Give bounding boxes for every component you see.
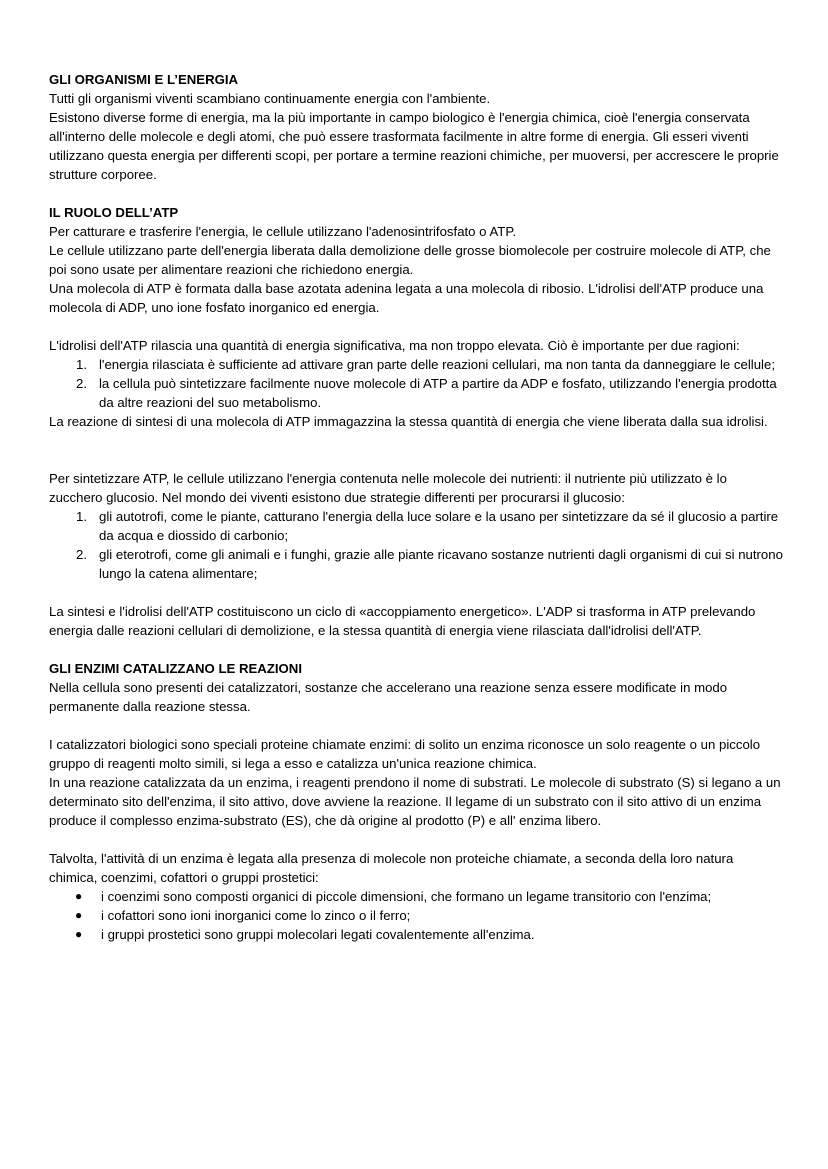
paragraph: L'idrolisi dell'ATP rilascia una quantità di energia significativa, ma non troppo elevata. Ciò è importante per due ragioni: — [49, 338, 740, 353]
list-item-text: la cellula può sintetizzare facilmente nuove molecole di ATP a partire da ADP e fosfato, utilizzando l'energia prodotta da altre reazioni del suo metabolismo. — [99, 376, 777, 410]
document-body — [49, 70, 784, 944]
list-number: 1. — [76, 509, 87, 524]
paragraph: Talvolta, l'attività di un enzima è legata alla presenza di molecole non proteiche chiamate, a seconda della loro natura chimica, coenzimi, cofattori o gruppi prostetici: — [49, 851, 734, 885]
section-title-organismi: GLI ORGANISMI E L’ENERGIA — [49, 72, 239, 87]
list-item — [49, 887, 784, 906]
paragraph: Le cellule utilizzano parte dell'energia liberata dalla demolizione delle grosse biomolecole per costruire molecole di ATP, che poi sono usate per alimentare reazioni che richiedono energia. — [49, 243, 771, 277]
paragraph: I catalizzatori biologici sono speciali proteine chiamate enzimi: di solito un enzima riconosce un solo reagente o un piccolo gruppo di reagenti molto simili, si lega a esso e catalizza un'unica reazione chimica. — [49, 737, 761, 771]
bullet-icon: ● — [75, 889, 83, 903]
paragraph: Per sintetizzare ATP, le cellule utilizzano l'energia contenuta nelle molecole dei nutrienti: il nutriente più utilizzato è lo zucchero glucosio. Nel mondo dei viventi esistono due strategie differenti per procurarsi il glucosio: — [49, 471, 727, 505]
numbered-list-reasons — [49, 355, 784, 412]
bullet-icon: ● — [75, 908, 83, 922]
list-number: 2. — [76, 376, 87, 391]
section-title-atp: IL RUOLO DELL’ATP — [49, 205, 179, 220]
list-item — [49, 925, 784, 944]
list-item — [49, 507, 784, 545]
list-number: 1. — [76, 357, 87, 372]
list-item-text: i gruppi prostetici sono gruppi molecolari legati covalentemente all'enzima. — [101, 927, 535, 942]
paragraph: Per catturare e trasferire l'energia, le cellule utilizzano l'adenosintrifosfato o ATP. — [49, 224, 517, 239]
list-item — [49, 545, 784, 583]
list-item-text: i cofattori sono ioni inorganici come lo zinco o il ferro; — [101, 908, 411, 923]
section-title-enzimi: GLI ENZIMI CATALIZZANO LE REAZIONI — [49, 661, 302, 676]
bullet-icon: ● — [75, 927, 83, 941]
list-item — [49, 355, 784, 374]
list-item-text: gli autotrofi, come le piante, catturano l'energia della luce solare e la usano per sintetizzare da sé il glucosio a partire da acqua e diossido di carbonio; — [99, 509, 779, 543]
paragraph: Nella cellula sono presenti dei catalizzatori, sostanze che accelerano una reazione senza essere modificate in modo permanente dalla reazione stessa. — [49, 680, 728, 714]
list-item — [49, 906, 784, 925]
bullet-list-cofactors — [49, 887, 784, 944]
paragraph: In una reazione catalizzata da un enzima, i reagenti prendono il nome di substrati. Le molecole di substrato (S) si legano a un determinato sito dell'enzima, il sito attivo, dove avviene la reazione. Il legame di un substrato con il sito attivo di un enzima produce il complesso enzima-substrato (ES), che dà origine al prodotto (P) e all' enzima libero. — [49, 775, 781, 828]
list-number: 2. — [76, 547, 87, 562]
list-item-text: i coenzimi sono composti organici di piccole dimensioni, che formano un legame transitorio con l'enzima; — [101, 889, 712, 904]
list-item — [49, 374, 784, 412]
paragraph: Una molecola di ATP è formata dalla base azotata adenina legata a una molecola di ribosio. L'idrolisi dell'ATP produce una molecola di ADP, uno ione fosfato inorganico ed energia. — [49, 281, 764, 315]
list-item-text: l'energia rilasciata è sufficiente ad attivare gran parte delle reazioni cellulari, ma non tanta da danneggiare le cellule; — [99, 357, 775, 372]
paragraph: Esistono diverse forme di energia, ma la più importante in campo biologico è l'energia chimica, cioè l'energia conservata all'interno delle molecole e degli atomi, che può essere trasformata facilmente in altre forme di energia. Gli esseri viventi utilizzano questa energia per differenti scopi, per portare a termine reazioni chimiche, per muoversi, per accrescere le proprie strutture corporee. — [49, 110, 779, 182]
paragraph: La reazione di sintesi di una molecola di ATP immagazzina la stessa quantità di energia che viene liberata dalla sua idrolisi. — [49, 414, 768, 429]
list-item-text: gli eterotrofi, come gli animali e i funghi, grazie alle piante ricavano sostanze nutrienti dagli organismi di cui si nutrono lungo la catena alimentare; — [99, 547, 783, 581]
paragraph: La sintesi e l'idrolisi dell'ATP costituiscono un ciclo di «accoppiamento energetico». L'ADP si trasforma in ATP prelevando energia dalle reazioni cellulari di demolizione, e la stessa quantità di energia viene rilasciata dall'idrolisi dell'ATP. — [49, 604, 756, 638]
numbered-list-strategies — [49, 507, 784, 583]
paragraph: Tutti gli organismi viventi scambiano continuamente energia con l'ambiente. — [49, 91, 491, 106]
